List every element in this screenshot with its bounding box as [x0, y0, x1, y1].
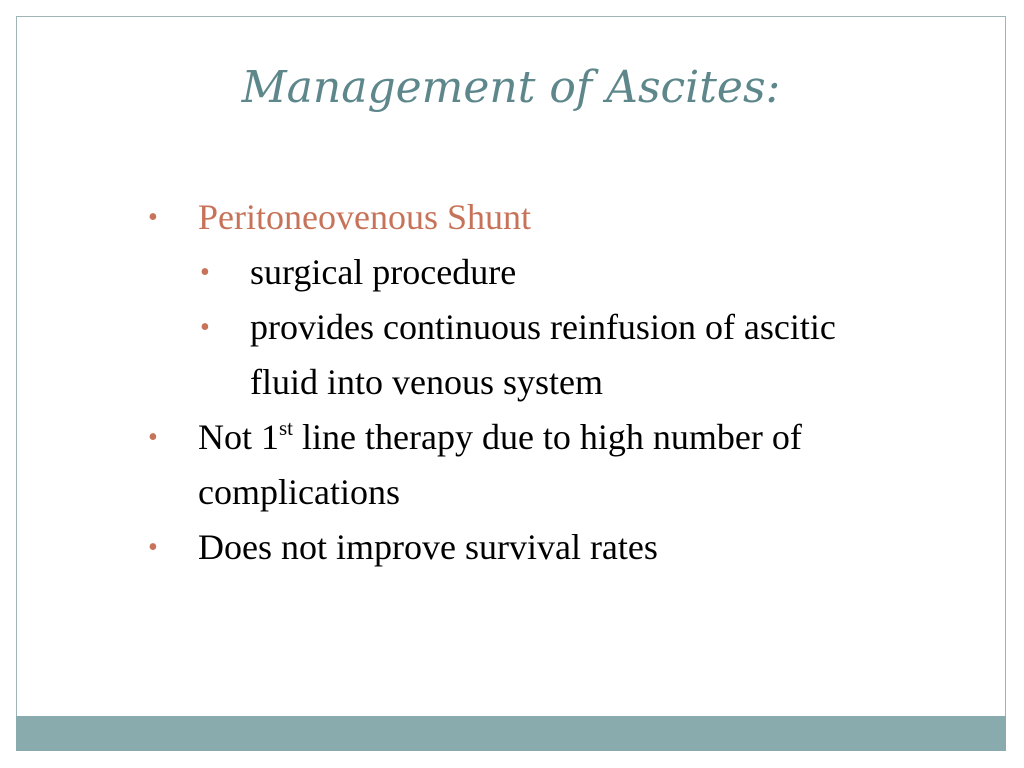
sub-bullet-text: provides continuous reinfusion of ascitic fluid into venous system	[250, 307, 836, 402]
bullet-icon: •	[148, 422, 158, 453]
bullet-icon: •	[200, 312, 210, 343]
bullet-text: Peritoneovenous Shunt	[198, 197, 531, 237]
bullet-item	[140, 410, 900, 520]
bullet-item	[140, 190, 900, 245]
bullet-text: Does not improve survival rates	[198, 527, 658, 567]
bullet-icon: •	[148, 532, 158, 563]
bullet-item	[140, 520, 900, 575]
footer-band	[16, 716, 1006, 751]
sub-bullet-item	[140, 245, 900, 300]
sub-bullet-text: surgical procedure	[250, 252, 517, 292]
bullet-icon: •	[200, 257, 210, 288]
bullet-text-start: Not 1	[198, 417, 279, 457]
slide-body	[140, 190, 900, 575]
superscript: st	[279, 416, 294, 440]
slide-title: Management of Ascites:	[241, 62, 781, 113]
sub-bullet-item	[140, 300, 900, 410]
bullet-text-end: line therapy due to high number of complications	[198, 417, 802, 512]
bullet-icon: •	[148, 202, 158, 233]
bullet-text	[198, 417, 802, 512]
